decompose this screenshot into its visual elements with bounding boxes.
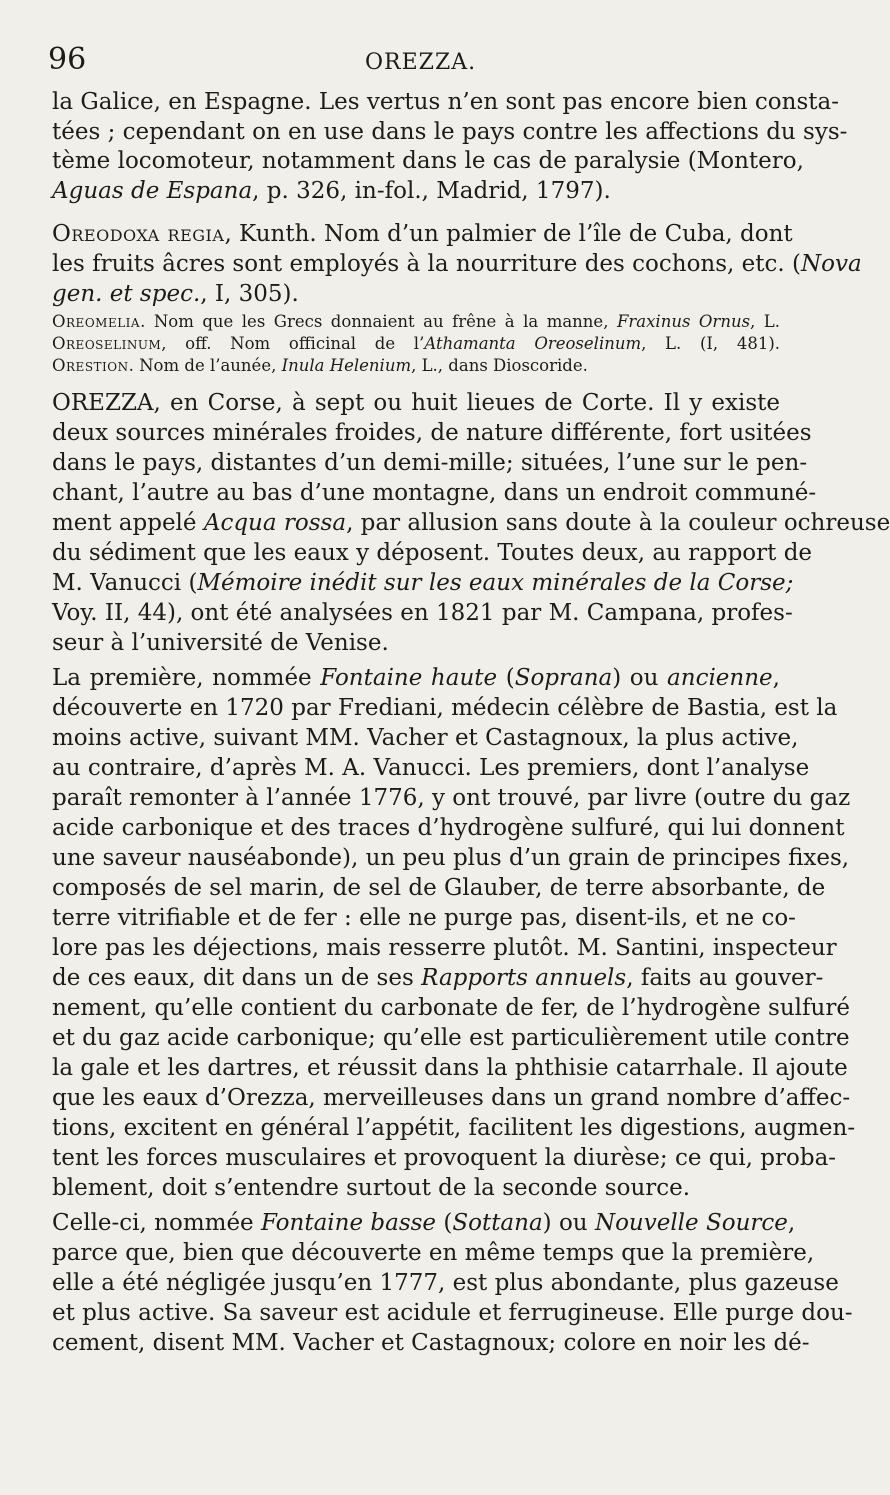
text-line [52,1328,810,1358]
text-run: Voy. II, 44), ont été analysées en 1821 par M. Campana, profes- [52,600,793,626]
text-run: composés de sel marin, de sel de Glauber, de terre absorbante, de [52,875,826,901]
text-line [52,478,817,508]
text-run: tions, excitent en général l’appétit, facilitent les digestions, augmen- [52,1115,856,1141]
text-run: découverte en 1720 par Frediani, médecin célèbre de Bastia, est la [52,695,838,721]
text-run: , I, 305). [200,281,299,307]
text-run: , L., dans Dioscoride. [411,356,588,375]
text-run: cement, disent MM. Vacher et Castagnoux; colore en noir les dé- [52,1330,810,1356]
text-line [52,933,837,963]
text-line [52,1208,796,1238]
text-run: et du gaz acide carbonique; qu’elle est particulièrement utile contre [52,1025,850,1051]
text-run: seur à l’université de Venise. [52,630,389,656]
text-run: la Galice, en Espagne. Les vertus n’en sont pas encore bien consta- [52,89,839,115]
italic-run: Acqua rossa [203,510,347,536]
text-line [52,311,780,333]
text-run: et plus active. Sa saveur est acidule et ferrugineuse. Elle purge dou- [52,1300,853,1326]
text-run: deux sources minérales froides, de nature différente, fort usitées [52,420,812,446]
italic-run: ancienne [667,665,773,691]
text-run: au contraire, d’après M. A. Vanucci. Les premiers, dont l’analyse [52,755,810,781]
text-run: , off. Nom officinal de l’ [161,334,425,353]
text-line [52,1023,850,1053]
text-line [52,87,839,117]
text-run: terre vitrifiable et de fer : elle ne purge pas, disent-ils, et ne co- [52,905,796,931]
text-run: , p. 326, in-fol., Madrid, 1797). [252,178,611,204]
page-header [0,42,800,82]
text-line [52,993,850,1023]
italic-run: Inula Helenium [281,356,412,375]
italic-run: Nova [801,251,862,277]
text-run: parce que, bien que découverte en même temps que la première, [52,1240,815,1266]
italic-run: Aguas de Espana [52,178,253,204]
text-line [52,1113,856,1143]
text-run: acide carbonique et des traces d’hydrogène sulfuré, qui lui donnent [52,815,845,841]
italic-run: Rapports annuels [421,965,627,991]
text-run: de ces eaux, dit dans un de ses [52,965,422,991]
text-line [52,598,793,628]
text-line [52,663,780,693]
text-line [52,146,804,176]
text-run: nement, qu’elle contient du carbonate de fer, de l’hydrogène sulfuré [52,995,850,1021]
text-line [52,1143,837,1173]
text-run: , L. (I, 481). [641,334,781,353]
italic-run: Fraxinus Ornus [616,312,751,331]
text-line [52,249,862,279]
italic-run: Mémoire inédit sur les eaux minérales de la Corse; [197,570,794,596]
text-run: tème locomoteur, notamment dans le cas de paralysie (Montero, [52,148,804,174]
text-line [52,117,848,147]
small-caps-run: Oreodoxa regia [52,221,225,247]
text-run: , [787,1210,796,1236]
text-run: dans le pays, distantes d’un demi-mille; situées, l’une sur le pen- [52,450,808,476]
text-run: les fruits âcres sont employés à la nourriture des cochons, etc. ( [52,251,801,277]
text-line [52,1268,839,1298]
text-run: tées ; cependant on en use dans le pays contre les affections du sys- [52,119,848,145]
italic-run: Soprana [514,665,613,691]
text-line [52,903,796,933]
text-line [52,418,812,448]
text-run: ( [436,1210,453,1236]
italic-run: Fontaine haute [320,665,498,691]
text-line [52,508,890,538]
small-caps-run: Orestion [52,356,129,375]
text-line [52,628,780,658]
text-line [52,219,793,249]
text-run: La première, nommée [52,665,321,691]
text-line [52,176,780,206]
text-run: chant, l’autre au bas d’une montagne, dans un endroit communé- [52,480,817,506]
text-run: la gale et les dartres, et réussit dans la phthisie catarrhale. Il ajoute [52,1055,848,1081]
text-line [52,873,826,903]
text-line [52,333,780,355]
text-run: une saveur nauséabonde), un peu plus d’un grain de principes fixes, [52,845,850,871]
text-line [52,1053,848,1083]
text-run: paraît remonter à l’année 1776, y ont trouvé, par livre (outre du gaz [52,785,851,811]
text-run: elle a été négligée jusqu’en 1777, est plus abondante, plus gazeuse [52,1270,839,1296]
text-line [52,388,780,418]
text-run: , L. [750,312,780,331]
italic-run: Fontaine basse [260,1210,437,1236]
text-line [52,568,794,598]
text-line [52,1173,780,1203]
text-run: tent les forces musculaires et provoquent la diurèse; ce qui, proba- [52,1145,837,1171]
page-number: 96 [48,42,87,77]
text-run: . Nom que les Grecs donnaient au frêne à la manne, [140,312,617,331]
running-head: OREZZA. [365,50,477,75]
text-run: du sédiment que les eaux y déposent. Toutes deux, au rapport de [52,540,813,566]
text-line [52,1298,853,1328]
text-line [52,693,838,723]
text-run: ment appelé [52,510,204,536]
italic-run: Sottana [452,1210,543,1236]
text-run: . Nom de l’aunée, [128,356,282,375]
text-line [52,1238,815,1268]
text-run: OREZZA, en Corse, à sept ou huit lieues de Corte. Il y existe [52,390,780,416]
text-line [52,538,813,568]
text-run: ) ou [542,1210,595,1236]
text-run: , par allusion sans doute à la couleur ochreuse [346,510,890,536]
text-run: , [772,665,780,691]
text-line [52,448,808,478]
text-line [52,355,780,377]
text-line [52,723,799,753]
text-line [52,1083,851,1113]
small-caps-run: Oreomelia [52,312,141,331]
text-run: Celle-ci, nommée [52,1210,261,1236]
text-run: lore pas les déjections, mais resserre plutôt. M. Santini, inspecteur [52,935,837,961]
text-line [52,783,851,813]
text-run: , faits au gouver- [626,965,824,991]
text-run: que les eaux d’Orezza, merveilleuses dans un grand nombre d’affec- [52,1085,851,1111]
text-run: M. Vanucci ( [52,570,198,596]
text-run: moins active, suivant MM. Vacher et Castagnoux, la plus active, [52,725,799,751]
italic-run: Athamanta Oreoselinum [424,334,642,353]
text-run: blement, doit s’entendre surtout de la seconde source. [52,1175,691,1201]
text-line [52,813,845,843]
text-run: ( [497,665,515,691]
text-line [52,753,810,783]
text-line [52,843,850,873]
text-line [52,279,780,309]
text-run: ) ou [612,665,668,691]
text-line [52,963,824,993]
italic-run: gen. et spec. [52,281,201,307]
italic-run: Nouvelle Source [594,1210,788,1236]
small-caps-run: Oreoselinum [52,334,162,353]
text-run: , Kunth. Nom d’un palmier de l’île de Cuba, dont [224,221,793,247]
